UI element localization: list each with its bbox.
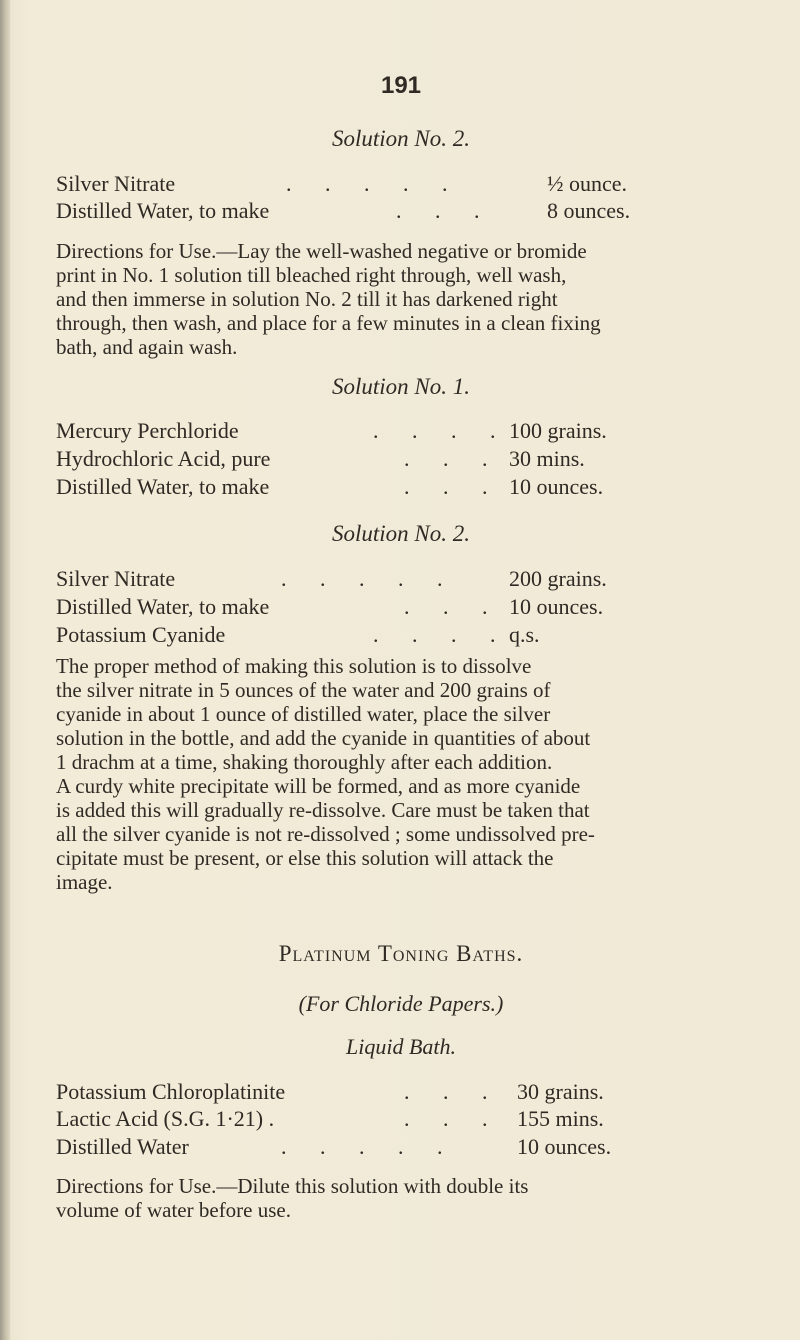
recipe-row [56, 566, 746, 594]
paragraph-line: Directions for Use.—Dilute this solution with double its [56, 1174, 529, 1198]
amount-value: 155 mins. [517, 1106, 604, 1131]
ingredient-label: Distilled Water, to make [56, 198, 270, 223]
liquid-bath-heading: Liquid Bath. [345, 1034, 456, 1059]
directions-paragraph-second [56, 1174, 746, 1222]
recipe-row [56, 418, 746, 446]
ingredient-label: Lactic Acid (S.G. 1·21) . [56, 1106, 275, 1131]
amount-value: q.s. [509, 622, 540, 647]
leader-dots: . . . [404, 1106, 502, 1131]
recipe-row [56, 1079, 746, 1107]
paragraph-line: through, then wash, and place for a few minutes in a clean fixing [56, 311, 601, 335]
paragraph-line: solution in the bottle, and add the cyanide in quantities of about [56, 726, 591, 750]
leader-dots: . . . [404, 474, 502, 499]
recipe-row [56, 594, 746, 622]
paragraph-line: print in No. 1 solution till bleached right through, well wash, [56, 263, 567, 287]
recipe-row [56, 474, 746, 502]
recipe-row [56, 1134, 746, 1162]
amount-value: 10 ounces. [509, 474, 604, 499]
ingredient-label: Distilled Water [56, 1134, 189, 1159]
paragraph-line: all the silver cyanide is not re-dissolved ; some undissolved pre- [56, 822, 595, 846]
directions-paragraph-first [56, 239, 746, 359]
leader-dots: . . . [404, 446, 502, 471]
paragraph-line: The proper method of making this solution is to dissolve [56, 654, 532, 678]
page-number: 191 [380, 72, 422, 99]
paragraph-line: volume of water before use. [56, 1198, 291, 1222]
paragraph-line: the silver nitrate in 5 ounces of the water and 200 grains of [56, 678, 551, 702]
paragraph-line: A curdy white precipitate will be formed, and as more cyanide [56, 774, 581, 798]
chloride-papers-subheading: (For Chloride Papers.) [298, 991, 504, 1016]
paragraph-line: is added this will gradually re-dissolve. Care must be taken that [56, 798, 590, 822]
recipe-row [56, 171, 746, 199]
amount-value: ½ ounce. [547, 171, 628, 196]
amount-value: 10 ounces. [509, 594, 604, 619]
ingredient-label: Potassium Cyanide [56, 622, 226, 647]
amount-value: 30 mins. [509, 446, 585, 471]
ingredient-label: Mercury Perchloride [56, 418, 239, 443]
leader-dots: . . . [396, 198, 494, 223]
paragraph-line: 1 drachm at a time, shaking thoroughly after each addition. [56, 750, 553, 774]
leader-dots: . . . . [373, 418, 510, 443]
paragraph-line: bath, and again wash. [56, 335, 238, 359]
paragraph-line: Directions for Use.—Lay the well-washed negative or bromide [56, 239, 587, 263]
leader-dots: . . . [404, 1079, 502, 1104]
recipe-row [56, 198, 746, 226]
paragraph-line: image. [56, 870, 113, 894]
leader-dots: . . . . . [281, 566, 457, 591]
leader-dots: . . . . . [281, 1134, 457, 1159]
amount-value: 10 ounces. [517, 1134, 612, 1159]
ingredient-label: Potassium Chloroplatinite [56, 1079, 286, 1104]
method-paragraph [56, 654, 746, 894]
leader-dots: . . . [404, 594, 502, 619]
paragraph-line: cyanide in about 1 ounce of distilled water, place the silver [56, 702, 551, 726]
ingredient-label: Distilled Water, to make [56, 594, 270, 619]
leader-dots: . . . . . [286, 171, 462, 196]
amount-value: 100 grains. [509, 418, 607, 443]
ingredient-label: Silver Nitrate [56, 171, 176, 196]
recipe-row [56, 446, 746, 474]
ingredient-label: Silver Nitrate [56, 566, 176, 591]
ingredient-label: Hydrochloric Acid, pure [56, 446, 271, 471]
solution-heading-first: Solution No. 2. [331, 126, 470, 151]
solution-heading-second: Solution No. 1. [331, 374, 470, 399]
leader-dots: . . . . [373, 622, 510, 647]
platinum-toning-heading: Platinum Toning Baths. [278, 941, 524, 966]
recipe-row [56, 1106, 746, 1134]
paragraph-line: cipitate must be present, or else this solution will attack the [56, 846, 554, 870]
ingredient-label: Distilled Water, to make [56, 474, 270, 499]
paragraph-line: and then immerse in solution No. 2 till it has darkened right [56, 287, 558, 311]
recipe-row [56, 622, 746, 650]
amount-value: 8 ounces. [547, 198, 631, 223]
amount-value: 200 grains. [509, 566, 607, 591]
solution-heading-third: Solution No. 2. [331, 521, 470, 546]
amount-value: 30 grains. [517, 1079, 604, 1104]
page-binding-edge [0, 0, 10, 1340]
